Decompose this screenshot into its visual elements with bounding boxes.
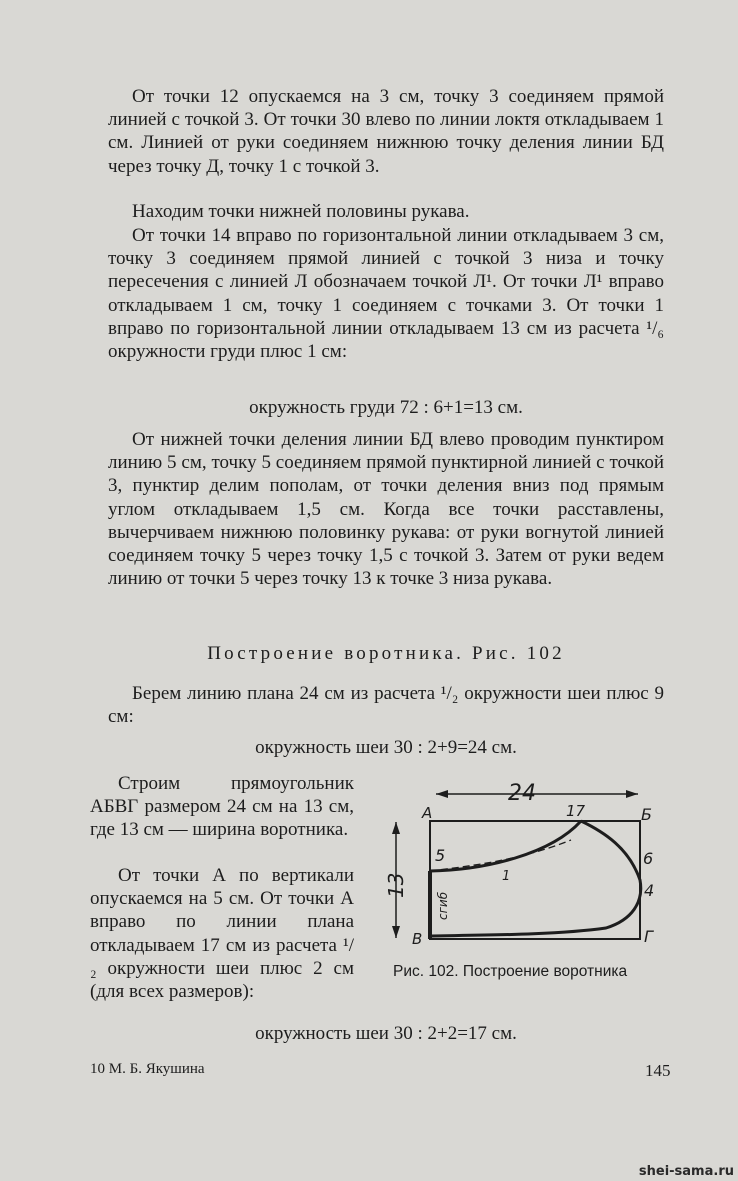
width-label: 24	[508, 781, 536, 806]
collar-outer-curve	[430, 821, 641, 936]
point-v-label: В	[412, 930, 423, 948]
paragraph-rectangle: Строим прямоугольник АБВГ размером 24 см на 13 см, где 13 см — ширина воротника.	[90, 773, 354, 841]
point-4-label: 4	[644, 881, 655, 900]
point-17-label: 17	[566, 802, 586, 820]
point-5-label: 5	[435, 846, 446, 865]
fold-label: сгиб	[436, 891, 450, 920]
figure-caption: Рис. 102. Построение воротника	[393, 963, 628, 980]
point-a-label: А	[422, 804, 433, 822]
arrow-left-icon	[436, 790, 448, 798]
formula-neck-2: окружность шеи 30 : 2+2=17 см.	[255, 1023, 517, 1044]
watermark: shei-sama.ru	[638, 1164, 734, 1179]
arrow-up-icon	[392, 822, 400, 834]
paragraph-point-14: От точки 14 вправо по горизонтальной линии откладываем 3 см, точку 3 соединяем прямой линией с точкой 3 низа и точку пересечения с линией Л обозначаем точкой Л¹. От точки Л¹ вправо откладываем 1 см, точку 1 соединяем с точками 3. От точки 1 вправо по горизонтальной линии откладываем 13 см из расчета ¹/₆ окружности груди плюс 1 см:	[108, 225, 664, 363]
section-heading: Построение воротника. Рис. 102	[207, 643, 565, 664]
formula-chest: окружность груди 72 : 6+1=13 см.	[249, 397, 523, 418]
paragraph-point-a: От точки А по вертикали опускаемся на 5 см. От точки А вправо по линии плана откладываем 17 см из расчета ¹/₂ окружности шеи плюс 2 см (для всех размеров):	[90, 865, 354, 1003]
paragraph-plan-line: Берем линию плана 24 см из расчета ¹/₂ окружности шеи плюс 9 см:	[108, 683, 664, 728]
formula-neck-1: окружность шеи 30 : 2+9=24 см.	[255, 737, 517, 758]
paragraph-bd-dividing-point: От нижней точки деления линии БД влево проводим пунктиром линию 5 см, точку 5 соединяем прямой пунктирной линией с точкой 3, пунктир делим пополам, от точки деления вниз под прямым углом откладываем 1,5 см. Когда все точки расставлены, вычерчиваем нижнюю половинку рукава: от руки вогнутой линией соединяем точку 5 через точку 1,5 с точкой 3. Затем от руки ведем линию от точки 5 через точку 13 к точке 3 низа рукава.	[108, 429, 664, 590]
paragraph-lower-half-intro: Находим точки нижней половины рукава.	[132, 201, 470, 222]
arrow-down-icon	[392, 926, 400, 938]
collar-upper-curve	[430, 821, 581, 871]
height-label: 13	[384, 872, 408, 898]
point-6-label: 6	[643, 849, 654, 868]
footer-signature: 10 М. Б. Якушина	[90, 1061, 205, 1077]
arrow-right-icon	[626, 790, 638, 798]
curve-1-label: 1	[502, 869, 511, 884]
point-g-label: Г	[644, 927, 653, 946]
paragraph-sleeve-upper-end: От точки 12 опускаемся на 3 см, точку 3 соединяем прямой линией с точкой 3. От точки 30 влево по линии локтя откладываем 1 см. Линией от руки соединяем нижнюю точку деления линии БД через точку Д, точку 1 с точкой 3.	[108, 86, 664, 177]
page-number: 145	[645, 1061, 671, 1080]
collar-figure	[376, 770, 666, 955]
point-b-label: Б	[641, 805, 652, 824]
